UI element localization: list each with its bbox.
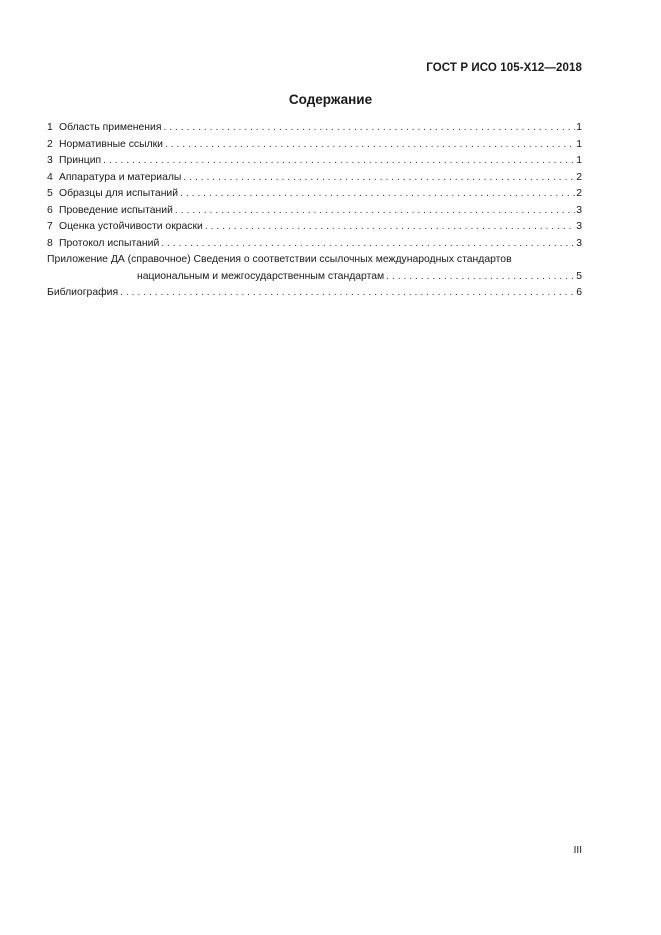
toc-item-label: 3 Принцип: [47, 155, 102, 166]
toc-item-page: 5: [576, 270, 582, 282]
toc-item-label: 1 Область применения: [47, 122, 162, 133]
leader-dots: [159, 236, 575, 253]
leader-dots: [173, 203, 575, 220]
leader-dots: [101, 153, 575, 170]
toc-item-label: 2 Нормативные ссылки: [47, 138, 163, 150]
toc-title: Содержание: [288, 92, 373, 107]
toc-item-page: 1: [576, 138, 582, 150]
toc-item-normative-references[interactable]: [47, 137, 582, 154]
annex-title-line: Приложение ДА (справочное) Сведения о соответствии ссылочных международных стандартов: [47, 254, 512, 265]
leader-dots: [181, 170, 575, 187]
toc-item-label: 6 Проведение испытаний: [47, 204, 173, 216]
toc-item-assessment[interactable]: [47, 219, 582, 236]
toc-item-scope[interactable]: [47, 120, 582, 137]
toc-item-page: 1: [576, 122, 582, 133]
toc-item-label: 8 Протокол испытаний: [47, 237, 160, 249]
toc-item-annex-da[interactable]: [47, 252, 582, 285]
toc-item-principle[interactable]: [47, 153, 582, 170]
toc-item-page: 3: [576, 237, 582, 249]
toc-item-test-specimens[interactable]: [47, 186, 582, 203]
leader-dots: [118, 285, 575, 302]
annex-title-continuation: национальным и межгосударственным стандартам: [137, 270, 385, 282]
table-of-contents: [47, 120, 582, 302]
leader-dots: [178, 186, 575, 203]
document-code: ГОСТ Р ИСО 105-Х12—2018: [426, 62, 582, 74]
leader-dots: [384, 269, 575, 286]
toc-item-label: 7 Оценка устойчивости окраски: [47, 221, 203, 232]
leader-dots: [161, 120, 575, 137]
toc-item-page: 3: [576, 204, 582, 216]
leader-dots: [203, 219, 575, 236]
toc-item-procedure[interactable]: [47, 203, 582, 220]
toc-item-page: 3: [576, 221, 582, 232]
toc-item-test-report[interactable]: [47, 236, 582, 253]
toc-item-label: 5 Образцы для испытаний: [47, 188, 179, 199]
toc-item-label: Библиография: [47, 287, 119, 298]
toc-item-page: 2: [576, 171, 582, 183]
toc-item-label: 4 Аппаратура и материалы: [47, 171, 182, 183]
toc-item-bibliography[interactable]: [47, 285, 582, 302]
toc-item-page: 1: [576, 155, 582, 166]
toc-item-page: 2: [576, 188, 582, 199]
leader-dots: [163, 137, 575, 154]
toc-item-apparatus[interactable]: [47, 170, 582, 187]
toc-item-page: 6: [576, 287, 582, 298]
page-number: III: [573, 845, 582, 856]
